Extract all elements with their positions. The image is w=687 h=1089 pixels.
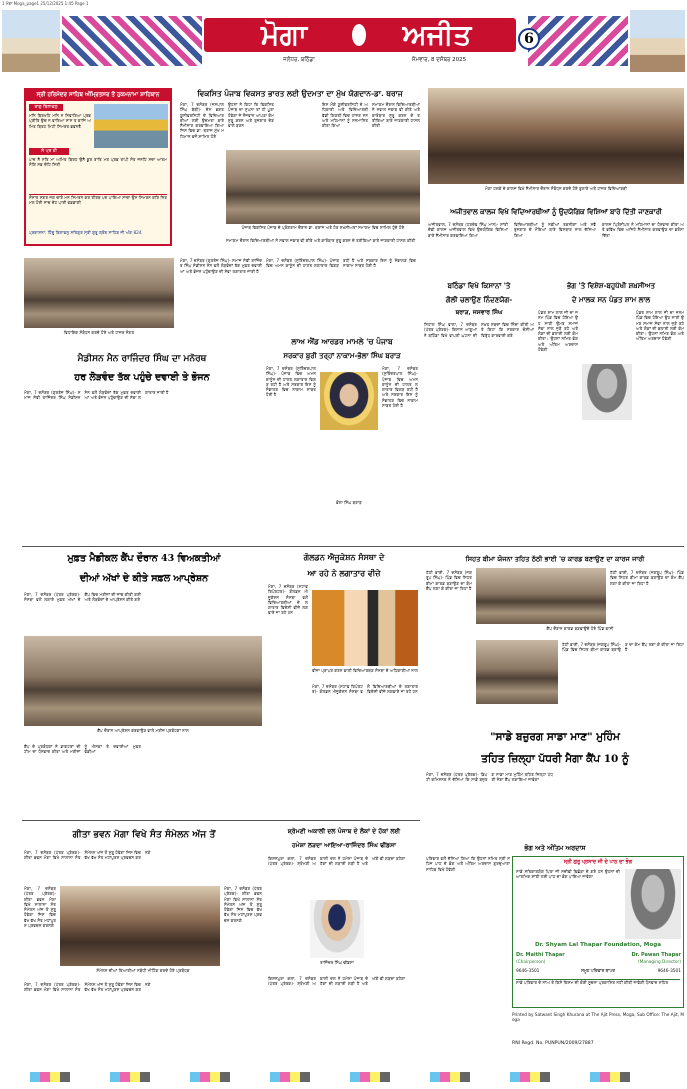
story7-caption: ਕੈਂਪ ਦੌਰਾਨ ਆਪ੍ਰੇਸ਼ਨ ਕਰਵਾਉਣ ਵਾਲੇ ਮਰੀਜ਼ ਪ੍ਰਬੰਧਕਾਂ ਨਾਲ: [97, 728, 189, 733]
story1-photo: [226, 150, 420, 224]
story3-headline-2: ਸਰਕਾਰ ਬੁਰੀ ਤਰ੍ਹਾਂ ਨਾਕਾਮ-ਭੋਲਾ ਸਿੰਘ ਬਰਾੜ: [283, 351, 401, 360]
story11-body: ਮੋਗਾ, 7 ਦਸੰਬਰ (ਪੱਤਰ ਪ੍ਰੇਰਕ)- ਗੀਤਾ ਭਵਨ ਮੋਗਾ ਵਿਖੇ ਸਾਲਾਨਾ ਸੰਤ ਸੰਮੇਲਨ ਅੱਜ ਤੋਂ ਸ਼ੁਰੂ ਹੋਵੇਗਾ ਜਿਸ ਵਿਚ ਵੱਖ ਵੱਖ ਸੰਤ ਮਹਾਂਪੁਰਸ਼ ਪ੍ਰਵਚਨ ਕਰਨਗੇ: [24, 850, 151, 861]
masthead: [0, 8, 687, 78]
story6-caption: ਵਿਧਾਇਕ ਸੰਬੋਧਨ ਕਰਦੇ ਹੋਏ ਅਤੇ ਹਾਜ਼ਰ ਸੰਗਤ: [63, 330, 135, 335]
gurbani-body-1: ਮਨਿ ਬਿਰਖਹਿ ਮਨਿ ਨ ਨਿਵਾਰਿਆ ਪ੍ਰਭ ਪ੍ਰੀਤਿ ਉਚ ਨ ਵਾਰਿਆ ਸਾਸ ਤ ਕਾਜਿ ਅਮਿਤ ਬਿਰਹ ਮਿਟੀ ਸਿਮਰਤ ਭਵਨਤੈ: [29, 113, 91, 129]
story4-headline: ਬਠਿੰਡਾ ਵਿਖੇ ਕਿਸਾਨਾਂ 'ਤੇ: [447, 281, 511, 290]
story11-side-left: ਮੋਗਾ, 7 ਦਸੰਬਰ (ਪੱਤਰ ਪ੍ਰੇਰਕ)- ਗੀਤਾ ਭਵਨ ਮੋਗਾ ਵਿਖੇ ਸਾਲਾਨਾ ਸੰਤ ਸੰਮੇਲਨ ਅੱਜ ਤੋਂ ਸ਼ੁਰੂ ਹੋਵੇਗਾ ਜਿਸ ਵਿਚ ਵੱਖ ਵੱਖ ਸੰਤ ਮਹਾਂਪੁਰਸ਼ ਪ੍ਰਵਚਨ ਕਰਨਗੇ: [24, 886, 56, 929]
ad-body: ਸਾਡੇ ਸਤਿਕਾਰਯੋਗ ਪਿਤਾ ਜੀ ਸਦੀਵੀ ਵਿਛੋੜਾ ਦੇ ਗਏ ਹਨ ਉਹਨਾਂ ਦੀ ਆਤਮਿਕ ਸ਼ਾਂਤੀ ਲਈ ਪਾਠ ਦਾ ਭੋਗ ਪਾਇਆ ਜਾਵੇਗਾ: [516, 869, 620, 880]
ad-sign: ਸਮੂਹ ਪਰਿਵਾਰ ਥਾਪਰ: [581, 969, 615, 974]
gurbani-label: ਰਾਗੁ ਬਿਲਾਵਲੁ: [29, 104, 63, 111]
story12-body: ਕਿਸ਼ਨਪੁਰਾ ਕਲਾਂ, 7 ਦਸੰਬਰ (ਪੱਤਰ ਪ੍ਰੇਰਕ)- ਸ਼੍ਰੋਮਣੀ ਅਕਾਲੀ ਦਲ ਨੇ ਹਮੇਸ਼ਾ ਪੰਜਾਬ ਦੇ ਹੱਕਾਂ ਦੀ ਲੜਾਈ ਲੜੀ ਹੈ ਅਤੇ ਅੱਗੇ ਵੀ ਲੜਦਾ ਰਹੇਗਾ: [268, 856, 406, 867]
story10-headline: "ਸਾਡੇ ਬਜ਼ੁਰਗ ਸਾਡਾ ਮਾਣ" ਮੁਹਿੰਮ: [490, 731, 620, 743]
ad-role-1: (Chairperson): [516, 960, 546, 965]
story2-headline: ਅਜੀਤਵਾਲ ਕਾਲਜ ਵਿਖੇ ਵਿਦਿਆਰਥੀਆਂ ਨੂੰ ਉਦਯੋਗਿਕ ਵਿਸ਼ਿਆਂ ਬਾਰੇ ਦਿੱਤੀ ਜਾਣਕਾਰੀ: [450, 208, 662, 216]
story13-body: ਪਰਿਵਾਰ ਵਲੋਂ ਦੱਸਿਆ ਗਿਆ ਕਿ ਉਹਨਾਂ ਨਮਿਤ ਸ੍ਰੀ ਸਹਿਜ ਪਾਠ ਦੇ ਭੋਗ ਅਤੇ ਅੰਤਿਮ ਅਰਦਾਸ ਗੁਰਦੁਆਰਾ ਸਾਹਿਬ ਵਿਖੇ ਹੋਵੇਗੀ: [426, 856, 510, 872]
story9-body-2: ਠੱਠੀ ਭਾਈ, 7 ਦਸੰਬਰ (ਜਗਰੂਪ ਸਿੰਘ)- ਪਿੰਡ ਵਿਚ ਸਿਹਤ ਬੀਮਾ ਕਾਰਡ ਬਣਾਉਣ ਦਾ ਕੰਮ ਕੈਂਪ ਲਗਾ ਕੇ ਕੀਤਾ ਜਾ ਰਿਹਾ ਹੈ: [610, 570, 684, 586]
ad-portrait: [625, 869, 681, 939]
story10-body: ਮੋਗਾ, 7 ਦਸੰਬਰ (ਪੱਤਰ ਪ੍ਰੇਰਕ)- ਡਿਪਟੀ ਕਮਿਸ਼ਨਰ ਨੇ ਦੱਸਿਆ ਕਿ ਸਾਡੇ ਬਜ਼ੁਰਗ ਸਾਡਾ ਮਾਣ ਮੁਹਿੰਮ ਤਹਿਤ ਜ਼ਿਲ੍ਹਾ ਪੱਧਰੀ ਮੈਗਾ ਕੈਂਪ ਲਗਾਇਆ ਜਾਵੇਗਾ: [426, 772, 553, 783]
story2-photo: [428, 88, 684, 184]
story9-headline: ਸਿਹਤ ਬੀਮਾ ਯੋਜਨਾ ਤਹਿਤ ਠੱਠੀ ਭਾਈ 'ਚ ਕਾਰਡ ਬਣਾਉਣ ਦਾ ਕਾਰਜ ਜਾਰੀ: [465, 555, 645, 563]
story10-headline-2: ਤਹਿਤ ਜ਼ਿਲ੍ਹਾ ਪੱਧਰੀ ਮੈਗਾ ਕੈਂਪ 10 ਨੂੰ: [481, 753, 629, 765]
story7-headline-2: ਦੀਆਂ ਅੱਖਾਂ ਦੇ ਕੀਤੇ ਸਫ਼ਲ ਆਪ੍ਰੇਸ਼ਨ: [79, 573, 209, 584]
masthead-pattern-left: [62, 16, 202, 66]
story8-headline: ਗੋਲਡਨ ਐਜੂਕੇਸ਼ਨ ਸੰਸਥਾ ਦੇ: [303, 552, 385, 562]
story3-caption: ਭੋਲਾ ਸਿੰਘ ਬਰਾੜ: [336, 500, 362, 505]
story5-body-2: ਪੰਡਤ ਸ਼ਾਮ ਲਾਲ ਜੀ ਦਾ ਜਨਮ ਪਿੰਡ ਵਿਚ ਹੋਇਆ ਉਹ ਸਾਰੀ ਉਮਰ ਸਮਾਜ ਸੇਵਾ ਨਾਲ ਜੁੜੇ ਰਹੇ ਅਤੇ ਲੋਕਾਂ ਦੀ ਭਲਾਈ ਲਈ ਕੰਮ ਕੀਤਾ। ਉਹਨਾਂ ਨਮਿਤ ਭੋਗ ਅਤੇ ਅੰਤਿਮ ਅਰਦਾਸ ਹੋਵੇਗੀ: [636, 310, 684, 342]
ad-phone-1: 9646-3501: [516, 969, 540, 974]
story1-col3: ਇਸ ਮੌਕੇ ਯੂਨੀਵਰਸਿਟੀ ਦੇ ਅਧਿਕਾਰੀ ਅਤੇ ਵਿਦਿਆਰਥੀ ਵੱਡੀ ਗਿਣਤੀ ਵਿਚ ਹਾਜ਼ਰ ਸਨ ਅਤੇ ਮਹਿਮਾਨਾਂ ਨੂੰ ਸਨਮਾਨਿਤ ਕੀਤਾ ਗਿਆ: [322, 102, 368, 129]
story1-lead: ਮੋਗਾ, 7 ਦਸੰਬਰ (ਜਸਪਾਲ ਸਿੰਘ ਬੱਬੀ)- ਦੇਸ ਭਗਤ ਯੂਨੀਵਰਸਿਟੀ ਦੇ ਵਿਦਿਆਰਥੀਆਂ ਲਈ ਉਦਮਤਾ ਬਾਰੇ ਸੈਮੀਨਾਰ ਕਰਵਾਇਆ ਗਿਆ ਜਿਸ ਵਿਚ ਡਾ. ਥਰਾਜ ਮੁੱਖ ਮਹਿਮਾਨ ਵਜੋਂ ਸ਼ਾਮਿਲ ਹੋਏ: [180, 102, 224, 139]
story2-c2: ਵਿਦਿਆਰਥੀਆਂ ਨੂੰ ਨਵੀਆਂ ਤਕਨੀਕਾਂ ਅਤੇ ਸਵੈ ਰੁਜ਼ਗਾਰ ਦੇ ਮੌਕਿਆਂ ਬਾਰੇ ਵਿਸਥਾਰ ਨਾਲ ਦੱਸਿਆ ਗਿਆ: [514, 222, 596, 238]
masthead-sub-left: ਜਲੰਧਰ, ਬਠਿੰਡਾ: [283, 57, 315, 63]
story8-headline-2: ਆ ਰਹੇ ਨੇ ਲਗਾਤਾਰ ਵੀਜ਼ੇ: [307, 568, 381, 578]
story6-headline: ਮੈਡੀਸਨ ਮੈਨ ਰਾਜਿੰਦਰ ਸਿੰਘ ਦਾ ਮਨੋਰਥ: [77, 354, 207, 364]
color-registration-bar: [30, 1072, 660, 1082]
story11-photo: [60, 886, 220, 966]
story1-tail: ਸਮਾਗਮ ਦੌਰਾਨ ਵਿਦਿਆਰਥੀਆਂ ਨੇ ਸਵਾਲ ਜਵਾਬ ਵੀ ਕੀਤੇ ਅਤੇ ਕਾਰੋਬਾਰ ਸ਼ੁਰੂ ਕਰਨ ਦੇ ਤਰੀਕਿਆਂ ਬਾਰੇ ਜਾਣਕਾਰੀ ਹਾਸਲ ਕੀਤੀ: [226, 238, 416, 243]
story11-caption: ਸੰਮੇਲਨ ਦੀਆਂ ਤਿਆਰੀਆਂ ਸਬੰਧੀ ਮੀਟਿੰਗ ਕਰਦੇ ਹੋਏ ਪ੍ਰਬੰਧਕ: [96, 968, 190, 973]
story3-top: ਮੋਗਾ, 7 ਦਸੰਬਰ (ਸੁਰਿੰਦਰਪਾਲ ਸਿੰਘ)- ਪੰਜਾਬ ਵਿਚ ਅਮਨ ਕਾਨੂੰਨ ਦੀ ਹਾਲਤ ਲਗਾਤਾਰ ਵਿਗੜ ਰਹੀ ਹੈ ਅਤੇ ਸਰਕਾਰ ਇਸ ਨੂੰ ਸੰਭਾਲਣ ਵਿਚ ਨਾਕਾਮ ਸਾਬਤ ਹੋਈ ਹੈ: [266, 258, 416, 269]
masthead-date: ਸੋਮਵਾਰ, 8 ਦਸੰਬਰ 2025: [411, 57, 467, 63]
ad-role-2: (Managing Director): [637, 960, 681, 965]
ad-phone-2: 9646-3501: [657, 969, 681, 974]
story1-col2: ਉਹਨਾਂ ਨੇ ਕਿਹਾ ਕਿ ਵਿਕਸਿਤ ਪੰਜਾਬ ਦਾ ਸੁਪਨਾ ਤਾਂ ਹੀ ਪੂਰਾ ਹੋਵੇਗਾ ਜੇ ਨੌਜਵਾਨ ਆਪਣਾ ਕੰਮ ਸ਼ੁਰੂ ਕਰਨ ਅਤੇ ਰੁਜ਼ਗਾਰ ਦੇਣ ਵਾਲੇ ਬਣਨ: [228, 102, 274, 129]
story9-photo-1: [476, 568, 606, 624]
story6-body: ਮੋਗਾ, 7 ਦਸੰਬਰ (ਗੁਰਤੇਜ ਸਿੰਘ)- ਸਮਾਜ ਸੇਵੀ ਰਾਜਿੰਦਰ ਸਿੰਘ ਮੈਡੀਸਨ ਮੈਨ ਵਲੋਂ ਲੋੜਵੰਦਾਂ ਤੱਕ ਮੁਫ਼ਤ ਦਵਾਈਆਂ ਅਤੇ ਭੋਜਨ ਪਹੁੰਚਾਉਣ ਦੀ ਸੇਵਾ ਲਗਾਤਾਰ ਜਾਰੀ ਹੈ: [24, 390, 169, 401]
story11-side-right: ਮੋਗਾ, 7 ਦਸੰਬਰ (ਪੱਤਰ ਪ੍ਰੇਰਕ)- ਗੀਤਾ ਭਵਨ ਮੋਗਾ ਵਿਖੇ ਸਾਲਾਨਾ ਸੰਤ ਸੰਮੇਲਨ ਅੱਜ ਤੋਂ ਸ਼ੁਰੂ ਹੋਵੇਗਾ ਜਿਸ ਵਿਚ ਵੱਖ ਵੱਖ ਸੰਤ ਮਹਾਂਪੁਰਸ਼ ਪ੍ਰਵਚਨ ਕਰਨਗੇ: [224, 886, 262, 923]
gurbani-body-2: ਪਾਦ ਨੈ ਸਤਿ ਮਾ ਅਮਿਤ ਬਿਰਹ ਉਨੈ ਕੂਰ ਰਾਤਿ ਮਤ ਪ੍ਰਭ ਤਾਪੀ ਸੰਤ ਜਨਹਿ ਸਦਾ ਆਤਮ ਸੰਗਿ ਸਭ ਦੇਹਿ ਸਿਰੀ: [29, 157, 167, 168]
ad-title: ਸ੍ਰੀ ਗੁਰੂ ਪ੍ਰਸਾਦ ਜੀ ਦੇ ਪਾਠ ਦਾ ਭੋਗ: [563, 859, 633, 865]
masthead-pattern-right: [528, 16, 628, 66]
story5-body: ਪੰਡਤ ਸ਼ਾਮ ਲਾਲ ਜੀ ਦਾ ਜਨਮ ਪਿੰਡ ਵਿਚ ਹੋਇਆ ਉਹ ਸਾਰੀ ਉਮਰ ਸਮਾਜ ਸੇਵਾ ਨਾਲ ਜੁੜੇ ਰਹੇ ਅਤੇ ਲੋਕਾਂ ਦੀ ਭਲਾਈ ਲਈ ਕੰਮ ਕੀਤਾ। ਉਹਨਾਂ ਨਮਿਤ ਭੋਗ ਅਤੇ ਅੰਤਿਮ ਅਰਦਾਸ ਹੋਵੇਗੀ: [538, 310, 578, 353]
story1-headline: ਵਿਕਸਿਤ ਪੰਜਾਬ ਵਿਕਸਤ ਭਾਰਤ ਲਈ ਉਦਮਤਾ ਦਾ ਮੁੱਖ ਯੋਗਦਾਨ-ਡਾ. ਥਰਾਜ: [197, 89, 403, 98]
story8-photo: [312, 590, 418, 666]
story5-headline-2: ਦੇ ਮਾਲਕ ਸਨ ਪੰਡਤ ਸ਼ਾਮ ਲਾਲ: [571, 295, 651, 304]
masthead-title-left: ਮੋਗਾ: [261, 18, 307, 51]
story3-col-right: ਮੋਗਾ, 7 ਦਸੰਬਰ (ਸੁਰਿੰਦਰਪਾਲ ਸਿੰਘ)- ਪੰਜਾਬ ਵਿਚ ਅਮਨ ਕਾਨੂੰਨ ਦੀ ਹਾਲਤ ਲਗਾਤਾਰ ਵਿਗੜ ਰਹੀ ਹੈ ਅਤੇ ਸਰਕਾਰ ਇਸ ਨੂੰ ਸੰਭਾਲਣ ਵਿਚ ਨਾਕਾਮ ਸਾਬਤ ਹੋਈ ਹੈ: [382, 366, 418, 409]
imprint-footer: Printed by Satwant Singh Khurana at The Ajit Press, Moga, Sub Office: The Ajit, Moga: [512, 1012, 684, 1023]
gurbani-title: ਸ੍ਰੀ ਹਰਿਮੰਦਰ ਸਾਹਿਬ ਅੰਮ੍ਰਿਤਸਰ ਤੋਂ ਹੁਕਮਨਾਮਾ ਸ਼ਾਹਿਬਾਨ: [26, 90, 170, 101]
story12-headline: ਸ਼੍ਰੋਮਣੀ ਅਕਾਲੀ ਦਲ ਪੰਜਾਬ ਦੇ ਲੋਕਾਂ ਦੇ ਹੱਕਾਂ ਲਈ: [287, 828, 401, 835]
story1-col4: ਸਮਾਗਮ ਦੌਰਾਨ ਵਿਦਿਆਰਥੀਆਂ ਨੇ ਸਵਾਲ ਜਵਾਬ ਵੀ ਕੀਤੇ ਅਤੇ ਕਾਰੋਬਾਰ ਸ਼ੁਰੂ ਕਰਨ ਦੇ ਤਰੀਕਿਆਂ ਬਾਰੇ ਜਾਣਕਾਰੀ ਹਾਸਲ ਕੀਤੀ: [372, 102, 420, 129]
story12-portrait: [310, 900, 364, 958]
story7-headline: ਮੁਫ਼ਤ ਮੈਡੀਕਲ ਕੈਂਪ ਦੌਰਾਨ 43 ਵਿਅਕਤੀਆਂ: [67, 553, 221, 564]
story13-headline: ਭੋਗ ਅਤੇ ਅੰਤਿਮ ਅਰਦਾਸ: [524, 844, 586, 852]
story11-headline: ਗੀਤਾ ਭਵਨ ਮੋਗਾ ਵਿਖੇ ਸੰਤ ਸੰਮੇਲਨ ਅੱਜ ਤੋਂ: [72, 829, 216, 840]
story7-body: ਮੋਗਾ, 7 ਦਸੰਬਰ (ਪੱਤਰ ਪ੍ਰੇਰਕ)- ਸੰਸਥਾ ਵਲੋਂ ਲਗਾਏ ਮੁਫ਼ਤ ਅੱਖਾਂ ਦੇ ਕੈਂਪ ਵਿਚ ਮਰੀਜ਼ਾਂ ਦੀ ਜਾਂਚ ਕੀਤੀ ਗਈ ਅਤੇ ਲੋੜਵੰਦਾਂ ਦੇ ਆਪ੍ਰੇਸ਼ਨ ਕੀਤੇ ਗਏ: [24, 592, 141, 603]
separator: [22, 546, 684, 547]
story3-headline: ਲਾਅ ਐਂਡ ਆਰਡਰ ਮਾਮਲੇ 'ਚ ਪੰਜਾਬ: [291, 337, 393, 346]
story12-caption: ਰਾਜਿੰਦਰ ਸਿੰਘ ਢੀਂਡਸਾ: [320, 960, 354, 965]
story6-side: ਮੋਗਾ, 7 ਦਸੰਬਰ (ਗੁਰਤੇਜ ਸਿੰਘ)- ਸਮਾਜ ਸੇਵੀ ਰਾਜਿੰਦਰ ਸਿੰਘ ਮੈਡੀਸਨ ਮੈਨ ਵਲੋਂ ਲੋੜਵੰਦਾਂ ਤੱਕ ਮੁਫ਼ਤ ਦਵਾਈਆਂ ਅਤੇ ਭੋਜਨ ਪਹੁੰਚਾਉਣ ਦੀ ਸੇਵਾ ਲਗਾਤਾਰ ਜਾਰੀ ਹੈ: [180, 258, 262, 274]
story9-caption: ਕੈਂਪ ਦੌਰਾਨ ਕਾਰਡ ਬਣਵਾਉਂਦੇ ਹੋਏ ਪਿੰਡ ਵਾਸੀ: [546, 626, 614, 631]
story2-c1: ਅਜੀਤਵਾਲ, 7 ਦਸੰਬਰ (ਹਰਦੇਵ ਸਿੰਘ ਮਾਨ)- ਸ਼ਾਂਤੀ ਦੇਵੀ ਕਾਲਜ ਅਜੀਤਵਾਲ ਵਿਖੇ ਉਦਯੋਗਿਕ ਵਿਸ਼ਿਆਂ ਬਾਰੇ ਸੈਮੀਨਾਰ ਕਰਵਾਇਆ ਗਿਆ: [428, 222, 508, 238]
story6-photo: [24, 258, 174, 328]
gurbani-body-3: ਸੰਸਾਰ ਸਗਰ ਜਗ ਚਾਰੇ ਮਨ ਸਿਮਰਨ ਕਰ ਤੀਰਥ ਪਦ ਪਾਇਆ ਸਾਚਾ ਉਸ ਸਿਮਰਨ ਕਰਿ ਨਿਰਮਲ ਹੋਈ ਸਾਚ ਦੇਹ ਪਾਈ ਵਡਭਾਗੀ: [29, 194, 167, 228]
story12-headline-2: ਹਮੇਸ਼ਾ ਲੜਦਾ ਆਇਆ-ਰਾਜਿੰਦਰ ਸਿੰਘ ਢੀਂਡਸਾ: [292, 842, 396, 849]
story4-body: ਨਿਹਾਲ ਸਿੰਘ ਵਾਲਾ, 7 ਦਸੰਬਰ (ਪੱਤਰ ਪ੍ਰੇਰਕ)- ਕਿਸਾਨ ਆਗੂਆਂ ਨੇ ਬਠਿੰਡਾ ਵਿਖੇ ਵਾਪਰੀ ਘਟਨਾ ਦੀ ਸਖ਼ਤ ਸ਼ਬਦਾਂ ਵਿਚ ਨਿੰਦਾ ਕੀਤੀ ਅਤੇ ਕਿਹਾ ਕਿ ਸਰਕਾਰ ਦੋਸ਼ੀਆਂ ਵਿਰੁੱਧ ਕਾਰਵਾਈ ਕਰੇ: [424, 322, 534, 338]
ad-org: Dr. Shyam Lal Thapar Foundation, Moga: [534, 942, 661, 948]
story5-headline: ਭੋਗ 'ਤੇ ਵਿਸ਼ੇਸ਼-ਬਹੁਪੱਖੀ ਸ਼ਖ਼ਸੀਅਤ: [566, 281, 656, 290]
story9-body-3: ਠੱਠੀ ਭਾਈ, 7 ਦਸੰਬਰ (ਜਗਰੂਪ ਸਿੰਘ)- ਪਿੰਡ ਵਿਚ ਸਿਹਤ ਬੀਮਾ ਕਾਰਡ ਬਣਾਉਣ ਦਾ ਕੰਮ ਕੈਂਪ ਲਗਾ ਕੇ ਕੀਤਾ ਜਾ ਰਿਹਾ ਹੈ: [562, 642, 684, 653]
story11-tail: ਮੋਗਾ, 7 ਦਸੰਬਰ (ਪੱਤਰ ਪ੍ਰੇਰਕ)- ਗੀਤਾ ਭਵਨ ਮੋਗਾ ਵਿਖੇ ਸਾਲਾਨਾ ਸੰਤ ਸੰਮੇਲਨ ਅੱਜ ਤੋਂ ਸ਼ੁਰੂ ਹੋਵੇਗਾ ਜਿਸ ਵਿਚ ਵੱਖ ਵੱਖ ਸੰਤ ਮਹਾਂਪੁਰਸ਼ ਪ੍ਰਵਚਨ ਕਰਨਗੇ: [24, 982, 151, 993]
story2-caption: ਮੋਗਾ ਹਲਕੇ ਦੇ ਕਾਲਜ ਵਿਖੇ ਸੈਮੀਨਾਰ ਦੌਰਾਨ ਸੰਬੋਧਨ ਕਰਦੇ ਹੋਏ ਬੁਲਾਰੇ ਅਤੇ ਹਾਜ਼ਰ ਵਿਦਿਆਰਥੀ: [485, 186, 627, 191]
story6-headline-2: ਹਰ ਲੋੜਵੰਦ ਤੱਕ ਪਹੁੰਚੇ ਦਵਾਈ ਤੇ ਭੋਜਨ: [74, 372, 210, 383]
story5-portrait: [582, 364, 632, 420]
masthead-title-right: ਅਜੀਤ: [402, 18, 472, 51]
story3-body: ਮੋਗਾ, 7 ਦਸੰਬਰ (ਸੁਰਿੰਦਰਪਾਲ ਸਿੰਘ)- ਪੰਜਾਬ ਵਿਚ ਅਮਨ ਕਾਨੂੰਨ ਦੀ ਹਾਲਤ ਲਗਾਤਾਰ ਵਿਗੜ ਰਹੀ ਹੈ ਅਤੇ ਸਰਕਾਰ ਇਸ ਨੂੰ ਸੰਭਾਲਣ ਵਿਚ ਨਾਕਾਮ ਸਾਬਤ ਹੋਈ ਹੈ: [266, 366, 316, 398]
story12-tail: ਕਿਸ਼ਨਪੁਰਾ ਕਲਾਂ, 7 ਦਸੰਬਰ (ਪੱਤਰ ਪ੍ਰੇਰਕ)- ਸ਼੍ਰੋਮਣੀ ਅਕਾਲੀ ਦਲ ਨੇ ਹਮੇਸ਼ਾ ਪੰਜਾਬ ਦੇ ਹੱਕਾਂ ਦੀ ਲੜਾਈ ਲੜੀ ਹੈ ਅਤੇ ਅੱਗੇ ਵੀ ਲੜਦਾ ਰਹੇਗਾ: [268, 976, 406, 987]
story7-photo: [24, 636, 262, 726]
masthead-logo-mark: [352, 24, 366, 46]
story3-portrait: [320, 372, 378, 430]
story9-body: ਠੱਠੀ ਭਾਈ, 7 ਦਸੰਬਰ (ਜਗਰੂਪ ਸਿੰਘ)- ਪਿੰਡ ਵਿਚ ਸਿਹਤ ਬੀਮਾ ਕਾਰਡ ਬਣਾਉਣ ਦਾ ਕੰਮ ਕੈਂਪ ਲਗਾ ਕੇ ਕੀਤਾ ਜਾ ਰਿਹਾ ਹੈ: [426, 570, 472, 591]
story9-photo-2: [476, 640, 558, 704]
story4-headline-2: ਗੋਲੀ ਚਲਾਉਣ ਨਿੰਦਣਯੋਗ-: [445, 295, 513, 304]
story1-caption: ਪੰਜਾਬ ਵਿਕਸਿਤ ਪੰਜਾਬ ਦੇ ਪ੍ਰੋਗਰਾਮ ਦੌਰਾਨ ਡਾ. ਥਰਾਜ ਅਤੇ ਹੋਰ ਸ਼ਖ਼ਸੀਅਤਾਂ ਸਮਾਗਮ ਵਿਚ ਸ਼ਾਮਿਲ ਹੁੰਦੇ ਹੋਏ: [241, 225, 405, 230]
story4-byline: ਬਰਾੜ, ਜਸਵਾਰ ਸਿੰਘ: [455, 309, 503, 316]
story8-body: ਮੋਗਾ, 7 ਦਸੰਬਰ (ਸਟਾਫ ਰਿਪੋਰਟਰ)- ਗੋਲਡਨ ਐਜੂਕੇਸ਼ਨ ਸੰਸਥਾ ਵਲੋਂ ਵਿਦਿਆਰਥੀਆਂ ਦੇ ਲਗਾਤਾਰ ਵਿਦੇਸ਼ੀ ਵੀਜ਼ੇ ਲਗਵਾਏ ਜਾ ਰਹੇ ਹਨ: [268, 584, 308, 616]
ad-name-2: Dr. Pawan Thapar: [631, 952, 681, 958]
rni-number: RNI Regd. No. PUNPUN/2009/27887: [512, 1041, 594, 1046]
ad-name-1: Dr. Maithi Thapar: [516, 952, 565, 958]
obituary-ad: [512, 856, 684, 1008]
gurbani-footer: ਪ੍ਰਕਾਸ਼ਨਾ: ਹਿੰਦੂ ਬਿਲਾਵਲੁ ਸਤਿਗੁਰ ਸ੍ਰੀ ਗੁਰੂ ਗ੍ਰੰਥ ਸਾਹਿਬ ਜੀ ਅੰਗ 824: [29, 230, 142, 235]
story8-body-2: ਮੋਗਾ, 7 ਦਸੰਬਰ (ਸਟਾਫ ਰਿਪੋਰਟਰ)- ਗੋਲਡਨ ਐਜੂਕੇਸ਼ਨ ਸੰਸਥਾ ਵਲੋਂ ਵਿਦਿਆਰਥੀਆਂ ਦੇ ਲਗਾਤਾਰ ਵਿਦੇਸ਼ੀ ਵੀਜ਼ੇ ਲਗਵਾਏ ਜਾ ਰਹੇ ਹਨ: [312, 684, 418, 695]
story8-caption: ਵੀਜ਼ਾ ਪ੍ਰਾਪਤ ਕਰਨ ਵਾਲੀ ਵਿਦਿਆਰਥਣ ਸੰਸਥਾ ਦੇ ਅਧਿਕਾਰੀਆਂ ਨਾਲ: [312, 668, 418, 673]
print-info: 1 ਮੋਗਾ Moga_page1 25/12/2025 1:45 Page 1: [2, 1, 89, 6]
story7-tail: ਕੈਂਪ ਦੇ ਪ੍ਰਬੰਧਕਾਂ ਨੇ ਡਾਕਟਰਾਂ ਦੀ ਟੀਮ ਦਾ ਧੰਨਵਾਦ ਕੀਤਾ ਅਤੇ ਮਰੀਜ਼ਾਂ ਨੂੰ ਐਨਕਾਂ ਤੇ ਦਵਾਈਆਂ ਮੁਫ਼ਤ ਵੰਡੀਆਂ: [24, 744, 141, 755]
separator: [22, 820, 420, 821]
golden-temple-photo: [94, 104, 168, 148]
page-number: 6: [518, 28, 540, 50]
ad-legal: ਸਾਡੇ ਪਰਿਵਾਰ ਦੇ ਨਾਂਅ ਤੇ ਕਿਸੇ ਕਿਸਮ ਦੀ ਕੋਈ ਸੂਚਨਾ ਪ੍ਰਕਾਸ਼ਿਤ ਨਹੀਂ ਕੀਤੀ ਜਾਵੇਗੀ ਧੰਨਵਾਦ ਸਹਿਤ: [516, 979, 680, 1005]
story2-c3: ਕਾਲਜ ਪ੍ਰਿੰਸੀਪਲ ਨੇ ਮਹਿਮਾਨਾਂ ਦਾ ਧੰਨਵਾਦ ਕੀਤਾ ਅਤੇ ਭਵਿੱਖ ਵਿਚ ਅਜਿਹੇ ਸੈਮੀਨਾਰ ਕਰਵਾਉਣ ਦਾ ਭਰੋਸਾ ਦਿੱਤਾ: [602, 222, 684, 238]
gurbani-label-2: ਸੋ ਪ੍ਰ ਹੀ: [29, 148, 69, 155]
masthead-red-band: [204, 14, 516, 72]
temple-photo-left: [2, 10, 60, 72]
gurbani-box: [24, 88, 172, 246]
temple-photo-right: [630, 10, 685, 72]
